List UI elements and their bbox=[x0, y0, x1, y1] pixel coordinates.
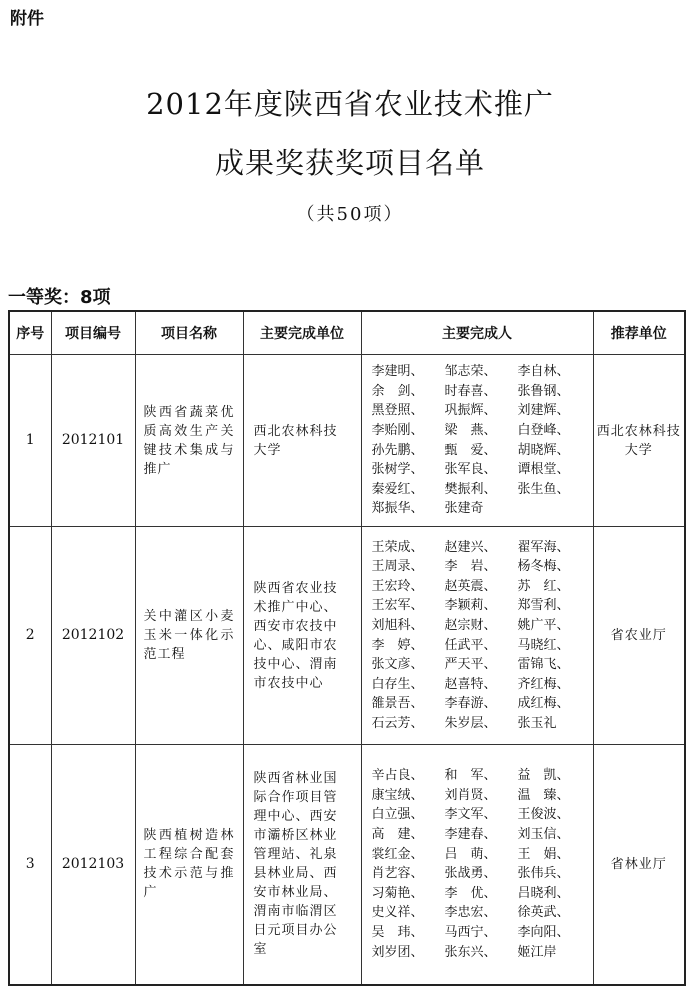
person-name: 张鲁钢、 bbox=[517, 383, 570, 399]
person-name: 严天平、 bbox=[444, 657, 497, 673]
person-name: 张军良、 bbox=[444, 462, 497, 478]
person-name: 张东兴、 bbox=[444, 944, 497, 960]
cell-no: 2 bbox=[9, 527, 51, 745]
person-name: 李自林、 bbox=[517, 364, 570, 380]
person-name: 李 岩、 bbox=[444, 559, 497, 575]
person-name: 王宏玲、 bbox=[371, 578, 424, 594]
person-name: 白存生、 bbox=[371, 676, 424, 692]
column-header-people: 主要完成人 bbox=[361, 311, 593, 355]
person-name: 王宏军、 bbox=[371, 598, 424, 614]
cell-name: 陕西省蔬菜优质高效生产关键技术集成与推广 bbox=[135, 355, 243, 527]
person-name: 李向阳、 bbox=[517, 925, 570, 941]
person-name: 雷锦飞、 bbox=[517, 657, 570, 673]
section-heading: 一等奖：8项 bbox=[8, 287, 111, 308]
person-name: 李 婷、 bbox=[371, 637, 424, 653]
person-name: 李贻刚、 bbox=[371, 422, 424, 438]
person-name: 胡晓辉、 bbox=[517, 442, 570, 458]
cell-code: 2012103 bbox=[51, 745, 135, 985]
person-name: 白登峰、 bbox=[517, 422, 570, 438]
person-name: 刘肖贤、 bbox=[444, 787, 497, 803]
person-name: 王俊波、 bbox=[517, 807, 570, 823]
person-name: 郑振华、 bbox=[371, 501, 424, 517]
cell-no: 1 bbox=[9, 355, 51, 527]
person-name: 徐英武、 bbox=[517, 905, 570, 921]
award-table bbox=[8, 310, 686, 986]
column-header-units: 主要完成单位 bbox=[243, 311, 361, 355]
person-name: 余 剑、 bbox=[371, 383, 424, 399]
column-header-code: 项目编号 bbox=[51, 311, 135, 355]
person-name: 姬江岸 bbox=[517, 944, 557, 960]
person-name: 梁 燕、 bbox=[444, 422, 497, 438]
cell-name: 关中灌区小麦玉米一体化示范工程 bbox=[135, 527, 243, 745]
cell-name: 陕西植树造林工程综合配套技术示范与推广 bbox=[135, 745, 243, 985]
person-name: 秦爱红、 bbox=[371, 481, 424, 497]
person-name: 李建明、 bbox=[371, 364, 424, 380]
person-name: 刘岁团、 bbox=[371, 944, 424, 960]
person-name: 甄 爱、 bbox=[444, 442, 497, 458]
person-name: 张生鱼、 bbox=[517, 481, 570, 497]
cell-people bbox=[361, 745, 593, 985]
cell-people bbox=[361, 527, 593, 745]
person-name: 裳红金、 bbox=[371, 846, 424, 862]
cell-units: 陕西省农业技术推广中心、西安市农技中心、咸阳市农技中心、渭南市农技中心 bbox=[243, 527, 361, 745]
total-count: （共50项） bbox=[296, 204, 404, 225]
person-name: 刘玉信、 bbox=[517, 827, 570, 843]
person-name: 马西宁、 bbox=[444, 925, 497, 941]
person-name: 张玉礼 bbox=[517, 715, 557, 731]
table-row bbox=[9, 527, 685, 745]
person-name: 李春游、 bbox=[444, 696, 497, 712]
person-name: 成红梅、 bbox=[517, 696, 570, 712]
cell-recommender: 省农业厅 bbox=[593, 527, 685, 745]
person-name: 雒景吾、 bbox=[371, 696, 424, 712]
person-name: 赵英震、 bbox=[444, 578, 497, 594]
person-name: 巩振辉、 bbox=[444, 403, 497, 419]
person-name: 肖艺容、 bbox=[371, 866, 424, 882]
person-name: 李颖莉、 bbox=[444, 598, 497, 614]
person-name: 刘旭科、 bbox=[371, 617, 424, 633]
person-name: 张树学、 bbox=[371, 462, 424, 478]
person-name: 益 凯、 bbox=[517, 768, 570, 784]
document-title-line2: 成果奖获奖项目名单 bbox=[214, 146, 485, 180]
person-name: 习菊艳、 bbox=[371, 885, 424, 901]
person-name: 王 娟、 bbox=[517, 846, 570, 862]
person-name: 张建奇 bbox=[444, 501, 484, 517]
person-name: 石云芳、 bbox=[371, 715, 424, 731]
cell-recommender: 省林业厅 bbox=[593, 745, 685, 985]
person-name: 辛占良、 bbox=[371, 768, 424, 784]
cell-code: 2012102 bbox=[51, 527, 135, 745]
person-name: 齐红梅、 bbox=[517, 676, 570, 692]
person-name: 翟军海、 bbox=[517, 539, 570, 555]
cell-no: 3 bbox=[9, 745, 51, 985]
person-name: 张伟兵、 bbox=[517, 866, 570, 882]
column-header-no: 序号 bbox=[9, 311, 51, 355]
person-name: 邹志荣、 bbox=[444, 364, 497, 380]
person-name: 李 优、 bbox=[444, 885, 497, 901]
person-name: 张战勇、 bbox=[444, 866, 497, 882]
person-name: 樊振利、 bbox=[444, 481, 497, 497]
person-name: 黑登照、 bbox=[371, 403, 424, 419]
person-name: 赵宗财、 bbox=[444, 617, 497, 633]
person-name: 姚广平、 bbox=[517, 617, 570, 633]
table-header-row bbox=[9, 311, 685, 355]
person-name: 杨冬梅、 bbox=[517, 559, 570, 575]
person-name: 赵喜特、 bbox=[444, 676, 497, 692]
person-name: 马晓红、 bbox=[517, 637, 570, 653]
person-name: 和 军、 bbox=[444, 768, 497, 784]
person-name: 时春喜、 bbox=[444, 383, 497, 399]
person-name: 张文彦、 bbox=[371, 657, 424, 673]
cell-units: 陕西省林业国际合作项目管理中心、西安市灞桥区林业管理站、礼泉县林业局、西安市林业局、渭南市临渭区日元项目办公室 bbox=[243, 745, 361, 985]
cell-people bbox=[361, 355, 593, 527]
table-row bbox=[9, 745, 685, 985]
person-name: 史义祥、 bbox=[371, 905, 424, 921]
person-name: 吕晓利、 bbox=[517, 885, 570, 901]
person-name: 吴 玮、 bbox=[371, 925, 424, 941]
column-header-name: 项目名称 bbox=[135, 311, 243, 355]
person-name: 谭根堂、 bbox=[517, 462, 570, 478]
person-name: 李建春、 bbox=[444, 827, 497, 843]
person-name: 吕 萌、 bbox=[444, 846, 497, 862]
column-header-recommender: 推荐单位 bbox=[593, 311, 685, 355]
person-name: 李文军、 bbox=[444, 807, 497, 823]
document-title-line1: 2012年度陕西省农业技术推广 bbox=[146, 87, 554, 121]
cell-recommender: 西北农林科技大学 bbox=[593, 355, 685, 527]
person-name: 王荣成、 bbox=[371, 539, 424, 555]
cell-code: 2012101 bbox=[51, 355, 135, 527]
person-name: 苏 红、 bbox=[517, 578, 570, 594]
person-name: 朱岁层、 bbox=[444, 715, 497, 731]
person-name: 白立强、 bbox=[371, 807, 424, 823]
person-name: 李忠宏、 bbox=[444, 905, 497, 921]
person-name: 康宝绒、 bbox=[371, 787, 424, 803]
attachment-label: 附件 bbox=[10, 9, 44, 29]
person-name: 温 臻、 bbox=[517, 787, 570, 803]
person-name: 赵建兴、 bbox=[444, 539, 497, 555]
person-name: 王周录、 bbox=[371, 559, 424, 575]
table-row bbox=[9, 355, 685, 527]
person-name: 孙先鹏、 bbox=[371, 442, 424, 458]
person-name: 高 建、 bbox=[371, 827, 424, 843]
person-name: 任武平、 bbox=[444, 637, 497, 653]
cell-units: 西北农林科技大学 bbox=[243, 355, 361, 527]
person-name: 刘建辉、 bbox=[517, 403, 570, 419]
person-name: 郑雪利、 bbox=[517, 598, 570, 614]
